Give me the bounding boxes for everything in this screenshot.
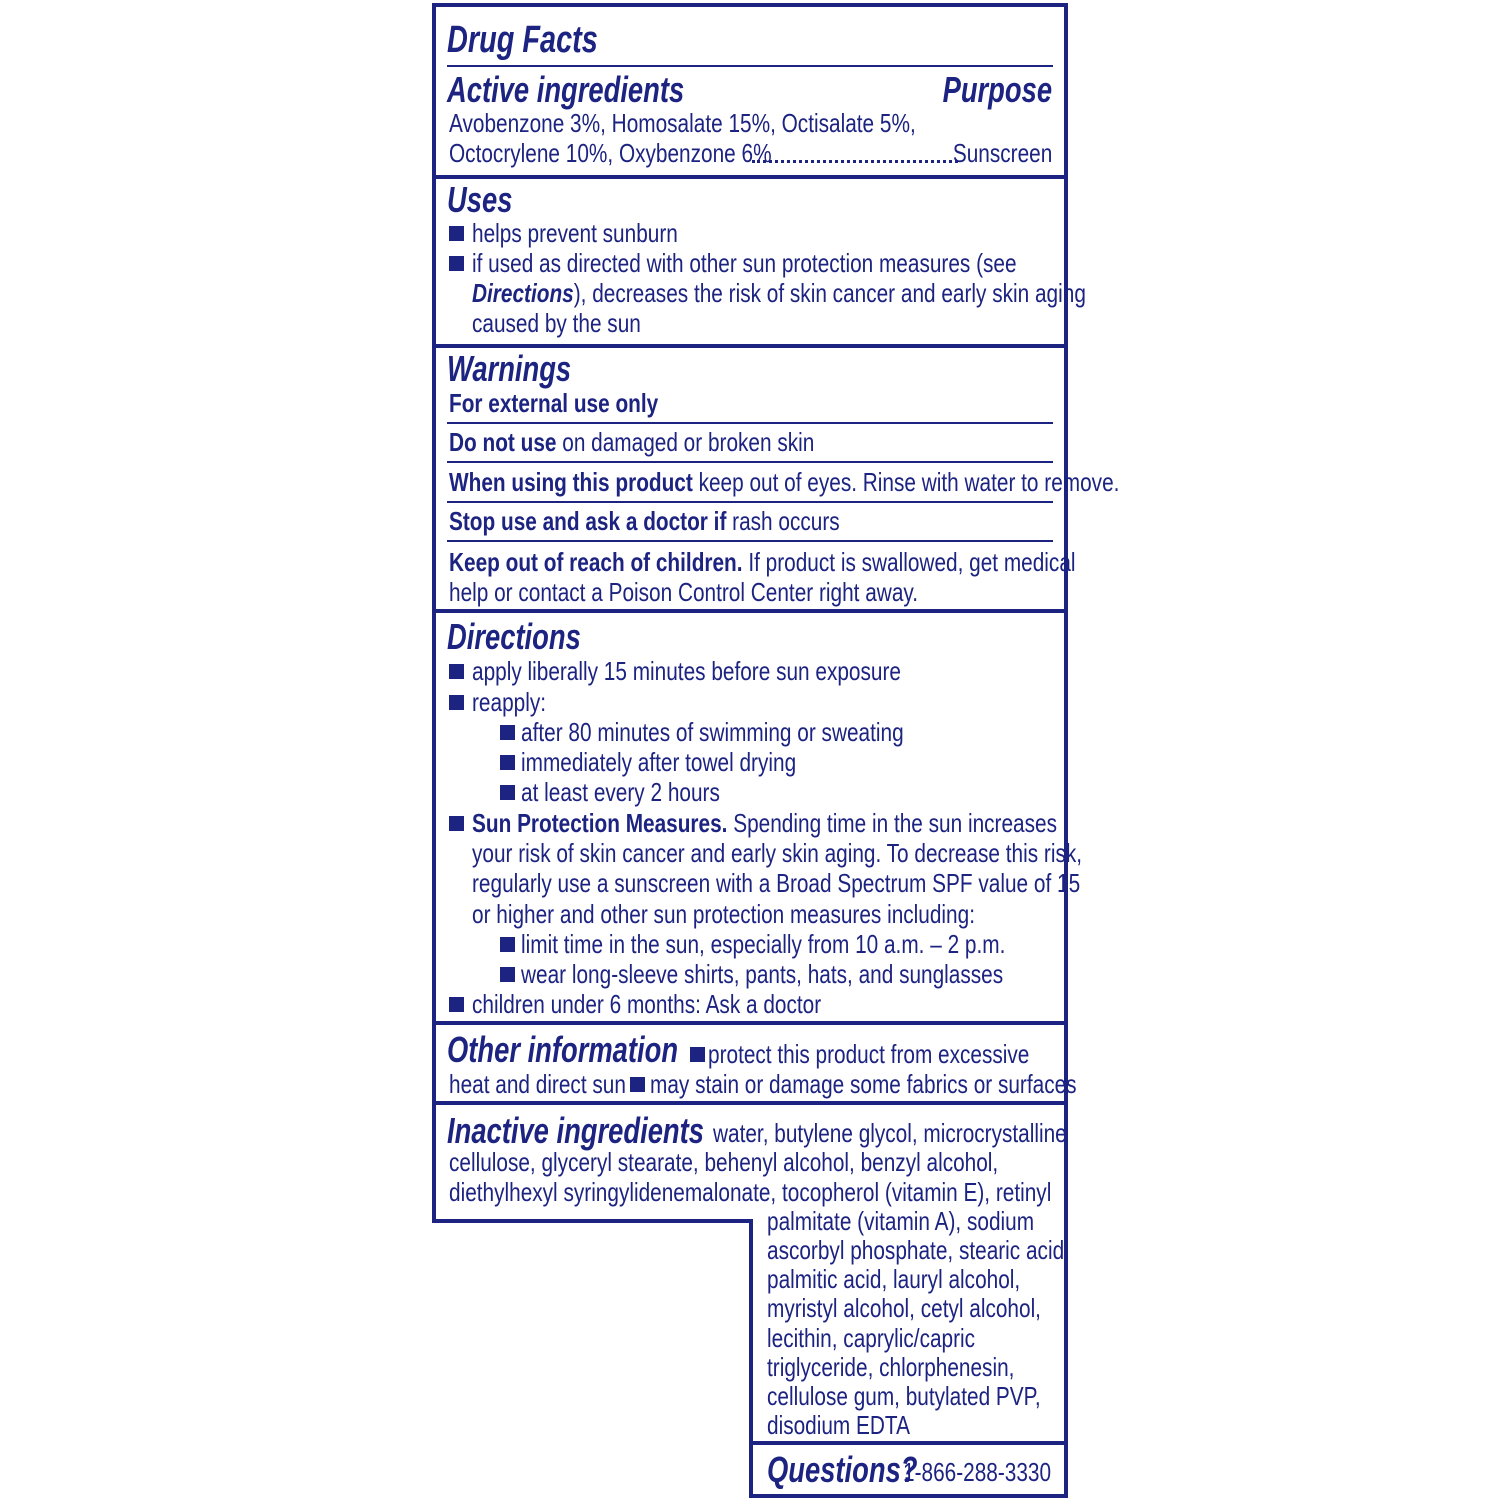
direction-subitem: immediately after towel drying [521, 747, 797, 777]
warning-label: Keep out of reach of children. [449, 547, 743, 577]
other-item: protect this product from excessive [708, 1039, 1030, 1069]
direction-text: Spending time in the sun increases [727, 808, 1057, 838]
divider [447, 422, 1053, 424]
inactive-line: disodium EDTA [767, 1410, 910, 1440]
direction-subitem: limit time in the sun, especially from 10 a.m. – 2 p.m. [521, 929, 1006, 959]
divider [447, 540, 1053, 542]
questions-heading: Questions? [767, 1449, 918, 1490]
divider [447, 461, 1053, 463]
warning-keep-out [449, 547, 1076, 577]
other-information-heading: Other information [447, 1029, 679, 1070]
frame-step [432, 1219, 753, 1223]
uses-text: ), decreases the risk of skin cancer and early skin aging [573, 278, 1086, 308]
warning-label: When using this product [449, 467, 693, 497]
bullet-icon [449, 997, 464, 1012]
warning-text: on damaged or broken skin [556, 427, 815, 457]
questions-phone: 1-866-288-3330 [902, 1457, 1051, 1487]
section-divider [432, 175, 1068, 179]
warning-text: help or contact a Poison Control Center right away. [449, 577, 919, 607]
inactive-line: diethylhexyl syringylidenemalonate, tocopherol (vitamin E), retinyl [449, 1177, 1052, 1207]
uses-item: caused by the sun [472, 308, 641, 338]
frame-top [432, 3, 1068, 7]
active-ingredients-heading: Active ingredients [447, 69, 685, 110]
other-item: may stain or damage some fabrics or surfaces [650, 1069, 1077, 1099]
inactive-line: palmitic acid, lauryl alcohol, [767, 1264, 1021, 1294]
bullet-icon [449, 256, 464, 271]
bullet-icon [449, 695, 464, 710]
direction-text: or higher and other sun protection measures including: [472, 899, 975, 929]
warning-label: Stop use and ask a doctor if [449, 506, 727, 536]
divider [447, 501, 1053, 503]
section-divider [432, 1021, 1068, 1025]
direction-item [472, 808, 1057, 838]
direction-subitem: after 80 minutes of swimming or sweating [521, 717, 904, 747]
section-divider [432, 1101, 1068, 1105]
warning-do-not-use [449, 427, 814, 457]
frame-left [432, 3, 436, 1223]
frame-bottom [749, 1494, 1068, 1498]
uses-heading: Uses [447, 179, 513, 220]
inactive-line: myristyl alcohol, cetyl alcohol, [767, 1293, 1041, 1323]
divider [447, 65, 1053, 67]
other-item: heat and direct sun [449, 1069, 626, 1099]
direction-text: your risk of skin cancer and early skin aging. To decrease this risk, [472, 838, 1083, 868]
directions-reference: Directions [472, 278, 574, 308]
external-use: For external use only [449, 388, 659, 418]
active-line: Avobenzone 3%, Homosalate 15%, Octisalate 5%, [449, 108, 916, 138]
inactive-line: cellulose gum, butylated PVP, [767, 1381, 1041, 1411]
direction-subitem: wear long-sleeve shirts, pants, hats, and sunglasses [521, 959, 1004, 989]
directions-heading: Directions [447, 616, 581, 657]
warning-stop-use [449, 506, 840, 536]
inactive-line: cellulose, glyceryl stearate, behenyl alcohol, benzyl alcohol, [449, 1147, 999, 1177]
direction-text: regularly use a sunscreen with a Broad Spectrum SPF value of 15 [472, 868, 1081, 898]
bullet-icon [449, 664, 464, 679]
warning-text: keep out of eyes. Rinse with water to remove. [692, 467, 1120, 497]
page-title: Drug Facts [447, 19, 598, 61]
bullet-icon [630, 1077, 645, 1092]
uses-item: helps prevent sunburn [472, 218, 678, 248]
bullet-icon [500, 755, 515, 770]
active-line: Octocrylene 10%, Oxybenzone 6% [449, 138, 772, 168]
inactive-line: lecithin, caprylic/capric [767, 1323, 976, 1353]
sun-protection-label: Sun Protection Measures. [472, 808, 728, 838]
inactive-line: water, butylene glycol, microcrystalline [713, 1118, 1067, 1148]
bullet-icon [500, 967, 515, 982]
leader-dots [752, 160, 958, 163]
warnings-heading: Warnings [447, 348, 572, 389]
direction-subitem: at least every 2 hours [521, 777, 720, 807]
frame-inner-left [749, 1219, 753, 1498]
bullet-icon [690, 1047, 705, 1062]
bullet-icon [449, 226, 464, 241]
uses-item [472, 278, 1086, 308]
warning-text: If product is swallowed, get medical [742, 547, 1076, 577]
direction-item: reapply: [472, 687, 546, 717]
section-divider [749, 1441, 1068, 1445]
purpose-heading: Purpose [942, 69, 1052, 110]
bullet-icon [500, 937, 515, 952]
inactive-line: palmitate (vitamin A), sodium [767, 1206, 1035, 1236]
uses-item: if used as directed with other sun protection measures (see [472, 248, 1017, 278]
direction-item: children under 6 months: Ask a doctor [472, 989, 822, 1019]
warning-text: rash occurs [726, 506, 840, 536]
bullet-icon [500, 785, 515, 800]
inactive-line: ascorbyl phosphate, stearic acid, [767, 1235, 1070, 1265]
bullet-icon [500, 725, 515, 740]
warning-label: Do not use [449, 427, 557, 457]
inactive-ingredients-heading: Inactive ingredients [447, 1110, 704, 1151]
section-divider [432, 609, 1068, 613]
warning-when-using [449, 467, 1119, 497]
inactive-line: triglyceride, chlorphenesin, [767, 1352, 1015, 1382]
purpose-value: Sunscreen [952, 138, 1052, 168]
bullet-icon [449, 816, 464, 831]
frame-right [1064, 3, 1068, 1498]
direction-item: apply liberally 15 minutes before sun exposure [472, 656, 901, 686]
